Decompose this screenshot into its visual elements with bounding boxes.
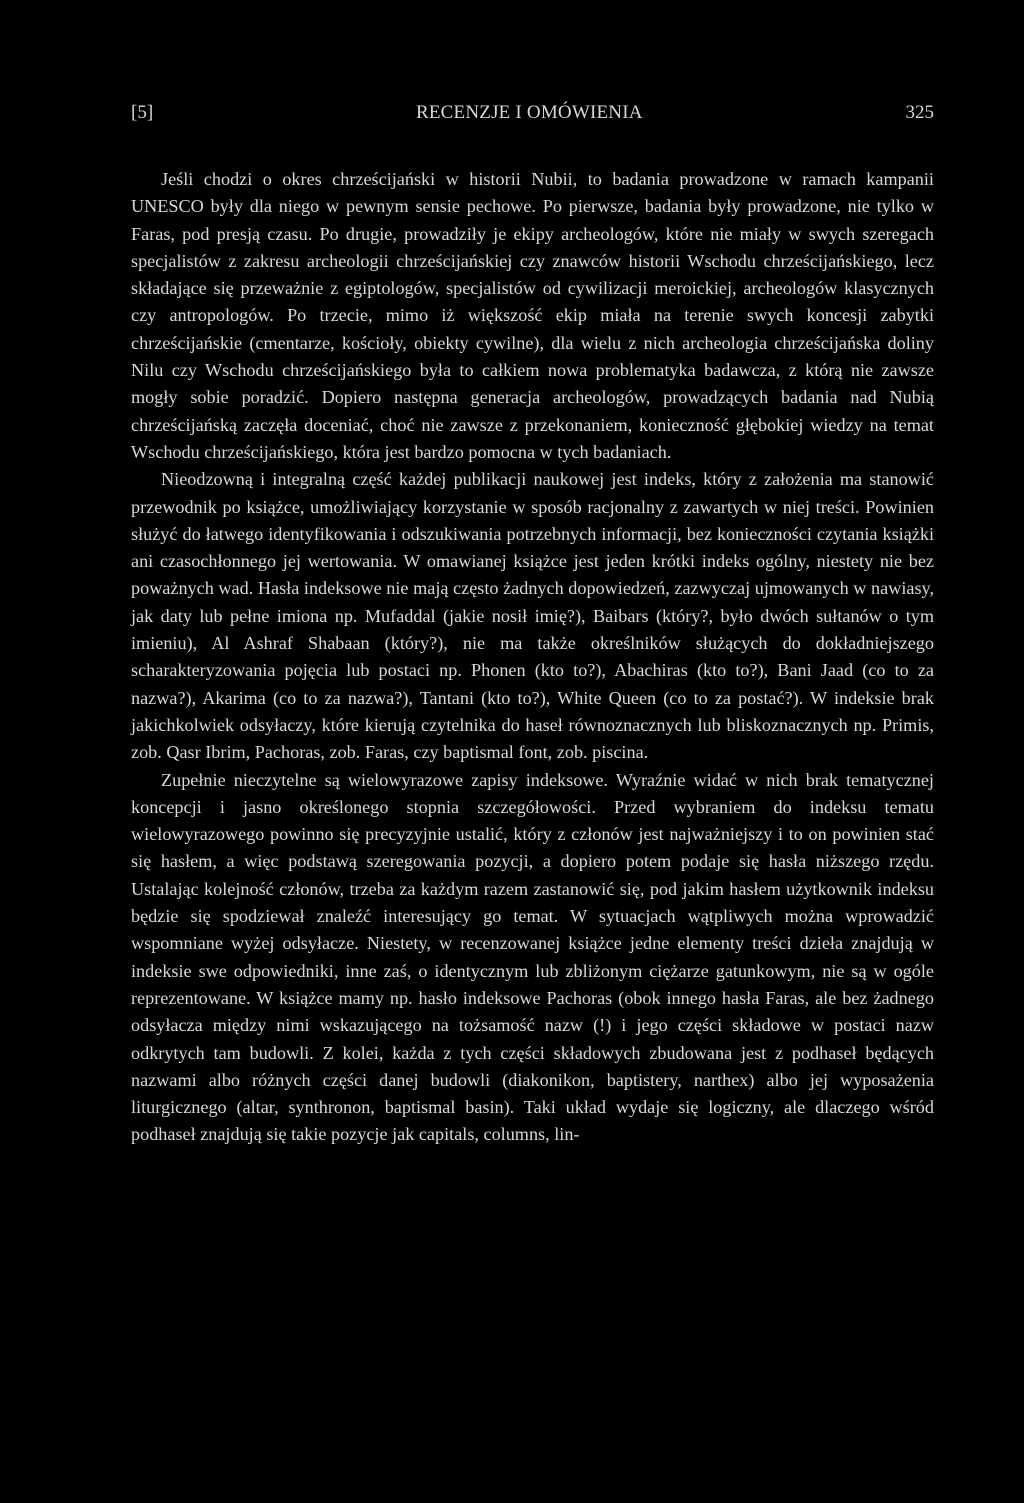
body-text: [131, 166, 934, 1149]
page-number: 325: [905, 102, 934, 123]
paragraph-nubia-unesco: Jeśli chodzi o okres chrześcijański w historii Nubii, to badania prowadzone w ramach kampanii UNESCO były dla niego w pewnym sensie pechowe. Po pierwsze, badania były prowadzone, nie tylko w Faras, pod presją czasu. Po drugie, prowadziły je ekipy archeologów, które nie miały w swych szeregach specjalistów z zakresu archeologii chrześcijańskiej czy znawców historii Wschodu chrześcijańskiego, lecz składające się przeważnie z egiptologów, specjalistów od cywilizacji meroickiej, archeologów klasycznych czy antropologów. Po trzecie, mimo iż większość ekip miała na terenie swych koncesji zabytki chrześcijańskie (cmentarze, kościoły, obiekty cywilne), dla wielu z nich archeologia chrześcijańska doliny Nilu czy Wschodu chrześcijańskiego była to całkiem nowa problematyka badawcza, z którą nie zawsze mogły sobie poradzić. Dopiero następna generacja archeologów, prowadzących badania nad Nubią chrześcijańską zaczęła doceniać, choć nie zawsze z przekonaniem, konieczność głębokiej wiedzy na temat Wschodu chrześcijańskiego, która jest bardzo pomocna w tych badaniach.: [131, 169, 934, 462]
paragraph-index-critique: Nieodzowną i integralną część każdej publikacji naukowej jest indeks, który z założenia ma stanowić przewodnik po książce, umożliwiający korzystanie w sposób racjonalny z zawartych w niej treści. Powinien służyć do łatwego identyfikowania i odszukiwania potrzebnych informacji, bez konieczności czytania książki ani czasochłonnego jej wertowania. W omawianej książce jest jeden krótki indeks ogólny, niestety nie bez poważnych wad. Hasła indeksowe nie mają często żadnych dopowiedzeń, zazwyczaj ujmowanych w nawiasy, jak daty lub pełne imiona np. Mufaddal (jakie nosił imię?), Baibars (który?, było dwóch sułtanów o tym imieniu), Al Ashraf Shabaan (który?), nie ma także określników służących do dokładniejszego scharakteryzowania pojęcia lub postaci np. Phonen (kto to?), Abachiras (kto to?), Bani Jaad (co to za nazwa?), Akarima (co to za nazwa?), Tantani (kto to?), White Queen (co to za postać?). W indeksie brak jakichkolwiek odsyłaczy, które kierują czytelnika do haseł równoznacznych lub bliskoznacznych np. Primis, zob. Qasr Ibrim, Pachoras, zob. Faras, czy baptismal font, zob. piscina.: [131, 469, 934, 763]
running-header: [131, 96, 934, 130]
running-title: RECENZJE I OMÓWIENIA: [415, 102, 643, 123]
document-page: [131, 96, 934, 1149]
section-number: [5]: [131, 102, 154, 123]
paragraph-multiword-entries: Zupełnie nieczytelne są wielowyrazowe zapisy indeksowe. Wyraźnie widać w nich brak tematycznej koncepcji i jasno określonego stopnia szczegółowości. Przed wybraniem do indeksu tematu wielowyrazowego powinno się precyzyjnie ustalić, który z członów jest najważniejszy i to on powinien stać się hasłem, a więc podstawą szeregowania pozycji, a dopiero potem podaje się hasła niższego rzędu. Ustalając kolejność członów, trzeba za każdym razem zastanowić się, pod jakim hasłem użytkownik indeksu będzie się spodziewał znaleźć interesujący go temat. W sytuacjach wątpliwych można wprowadzić wspomniane wyżej odsyłacze. Niestety, w recenzowanej książce jedne elementy treści dzieła znajdują w indeksie swe odpowiedniki, inne zaś, o identycznym lub zbliżonym ciężarze gatunkowym, nie są w ogóle reprezentowane. W książce mamy np. hasło indeksowe Pachoras (obok innego hasła Faras, ale bez żadnego odsyłacza między nimi wskazującego na tożsamość nazw (!) i jego części składowe w postaci nazw odkrytych tam budowli. Z kolei, każda z tych części składowych zbudowana jest z podhaseł będących nazwami albo różnych części danej budowli (diakonikon, baptistery, narthex) albo jej wyposażenia liturgicznego (altar, synthronon, baptismal basin). Taki układ wydaje się logiczny, ale dlaczego wśród podhaseł znajdują się takie pozycje jak capitals, columns, lin-: [131, 769, 934, 1145]
